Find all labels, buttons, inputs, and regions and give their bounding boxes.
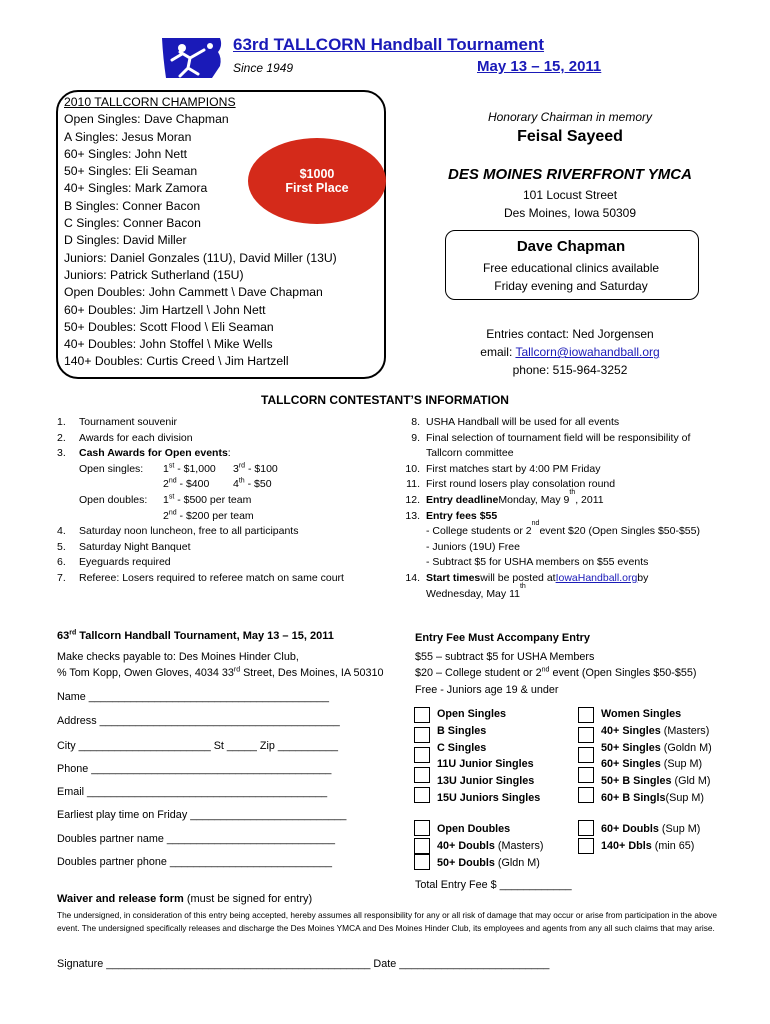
champions-list: [64, 94, 337, 371]
list-item: - Subtract $5 for USHA members on $55 events: [426, 556, 649, 569]
list-item: Tallcorn committee: [426, 447, 514, 460]
list-item: 14. Start times will be posted at IowaHandball.org by: [394, 571, 700, 587]
entry-fee-title: Entry Fee Must Accompany Entry: [415, 632, 591, 644]
event-label: Women Singles: [601, 708, 682, 720]
contact-email-line: [440, 345, 700, 359]
champion-line: Open Singles: Dave Chapman: [64, 112, 229, 127]
info-list-right: [394, 415, 700, 602]
list-item: 4. Saturday noon luncheon, free to all participants: [57, 525, 299, 538]
champion-line: 60+ Singles: John Nett: [64, 146, 187, 161]
event-label: 40+ Singles (Masters): [601, 724, 710, 737]
champion-line: A Singles: Jesus Moran: [64, 129, 192, 144]
event-label: 40+ Doubls (Masters): [437, 839, 544, 852]
event-label: 60+ Doubls (Sup M): [601, 823, 701, 835]
c-singles-checkbox[interactable]: [414, 747, 430, 763]
email-link[interactable]: Tallcorn@iowahandball.org: [515, 345, 660, 359]
partner-phone-field[interactable]: Doubles partner phone ___________________________: [57, 856, 332, 868]
open-singles-prizes: 2nd - $400 4th - $50: [163, 477, 272, 491]
event-label: 50+ Doubls (Gldn M): [437, 856, 540, 869]
list-item: 12. Entry deadline Monday, May 9 th , 2011: [405, 488, 604, 506]
checks-payable: Make checks payable to: Des Moines Hinder Club,: [57, 651, 299, 663]
fee-line: Free - Juniors age 19 & under: [415, 684, 559, 696]
list-item: 10. First matches start by 4:00 PM Friday: [405, 462, 601, 475]
open-doubles-checkbox[interactable]: [414, 820, 430, 836]
60-doubles-checkbox[interactable]: [578, 820, 594, 836]
champion-line: Juniors: Patrick Sutherland (15U): [64, 267, 244, 282]
list-item: 3. Cash Awards for Open events :: [57, 447, 231, 460]
venue-name: DES MOINES RIVERFRONT YMCA: [448, 166, 692, 183]
clinic-instructor: Dave Chapman: [516, 238, 626, 255]
list-item: Wednesday, May 11 th: [426, 582, 526, 600]
website-link[interactable]: IowaHandball.org: [555, 571, 638, 584]
prize-amount: $1000: [299, 167, 335, 181]
honoree-name: Feisal Sayeed: [517, 128, 623, 145]
honorary-label: Honorary Chairman in memory: [487, 110, 653, 124]
list-item: 7. Referee: Losers required to referee match on same court: [57, 571, 344, 584]
info-heading: TALLCORN CONTESTANT’S INFORMATION: [261, 393, 509, 407]
since-year: Since 1949: [233, 61, 294, 75]
mailing-address: % Tom Kopp, Owen Gloves, 4034 33rd Street, Des Moines, IA 50310: [57, 666, 384, 679]
list-item: 8. USHA Handball will be used for all events: [411, 416, 620, 428]
fee-line: $20 – College student or 2nd event (Open Singles $50-$55): [415, 666, 697, 679]
prize-label: First Place: [285, 181, 349, 195]
waiver-text: The undersigned, in consideration of this entry being accepted, hereby assumes all responsibility for any or all risk of damage that may occur or arise from participation in the above event. The undersigned specifically releases and discharge the Des Moines YMCA and Des Moines Hinder Club, its employees and agents from any all such claims that may arise.: [57, 910, 717, 933]
50-b-singles-checkbox[interactable]: [578, 787, 594, 803]
email-label: email:: [480, 345, 516, 359]
champion-line: 50+ Doubles: Scott Flood \ Eli Seaman: [64, 319, 274, 334]
fee-line: $55 – subtract $5 for USHA Members: [415, 651, 595, 663]
40-doubles-checkbox[interactable]: [414, 838, 430, 854]
140-doubles-checkbox[interactable]: [578, 838, 594, 854]
list-item: 1. Tournament souvenir: [57, 416, 178, 428]
event-label: 60+ Singles (Sup M): [601, 758, 703, 771]
first-place-prize-badge: [248, 138, 386, 224]
venue-street: 101 Locust Street: [522, 188, 618, 202]
champion-line: Open Doubles: John Cammett \ Dave Chapman: [64, 285, 323, 300]
total-fee-field[interactable]: Total Entry Fee $ ____________: [415, 879, 572, 891]
event-label: 50+ B Singles (Gld M): [601, 775, 711, 788]
entry-form-title: 63rd Tallcorn Handball Tournament, May 13 – 15, 2011: [57, 629, 334, 642]
champion-line: 40+ Singles: Mark Zamora: [64, 181, 208, 196]
champion-line: C Singles: Conner Bacon: [64, 216, 201, 231]
event-label: 60+ B Singls(Sup M): [601, 791, 704, 804]
champion-line: 50+ Singles: Eli Seaman: [64, 164, 198, 179]
event-label: B Singles: [437, 724, 487, 737]
info-list-left: [57, 415, 344, 587]
singles-events-a: [437, 706, 540, 807]
entries-contact: Entries contact: Ned Jorgensen: [486, 327, 654, 341]
clinic-line: Friday evening and Saturday: [494, 279, 648, 293]
list-item: - Juniors (19U) Free: [426, 540, 520, 553]
iowa-handball-logo: [160, 36, 224, 85]
city-state-zip-field[interactable]: City ______________________ St _____ Zip __________: [57, 740, 338, 752]
50-singles-checkbox[interactable]: [578, 747, 594, 763]
event-label: 50+ Singles (Goldn M): [601, 741, 712, 754]
event-label: 13U Junior Singles: [437, 775, 535, 788]
email-field[interactable]: Email ________________________________________: [57, 786, 328, 798]
champion-line: D Singles: David Miller: [64, 233, 187, 248]
doubles-events-b: [601, 821, 700, 855]
champion-line: 60+ Doubles: Jim Hartzell \ John Nett: [64, 302, 266, 317]
13u-singles-checkbox[interactable]: [414, 787, 430, 803]
champion-line: Juniors: Daniel Gonzales (11U), David Miller (13U): [64, 250, 337, 265]
open-singles-prizes: Open singles: 1st - $1,000 3rd - $100: [79, 462, 278, 475]
event-label: 140+ Dbls (min 65): [601, 839, 695, 852]
play-time-field[interactable]: Earliest play time on Friday __________________________: [57, 809, 347, 821]
list-item: 2. Awards for each division: [57, 431, 193, 444]
contact-phone: phone: 515-964-3252: [512, 363, 628, 377]
champion-line: 140+ Doubles: Curtis Creed \ Jim Hartzell: [64, 354, 289, 369]
event-label: C Singles: [437, 741, 487, 754]
tournament-title: 63rd TALLCORN Handball Tournament: [233, 35, 545, 54]
name-field[interactable]: Name ________________________________________: [57, 691, 329, 703]
40-singles-checkbox[interactable]: [578, 727, 594, 743]
open-singles-checkbox[interactable]: [414, 707, 430, 723]
venue-city: Des Moines, Iowa 50309: [503, 206, 637, 220]
women-singles-checkbox[interactable]: [578, 707, 594, 723]
champion-line: 40+ Doubles: John Stoffel \ Mike Wells: [64, 337, 273, 352]
b-singles-checkbox[interactable]: [414, 727, 430, 743]
event-label: Open Singles: [437, 708, 506, 720]
11u-singles-checkbox[interactable]: [414, 767, 430, 783]
waiver-title: Waiver and release form (must be signed for entry): [57, 893, 313, 905]
open-doubles-prizes: Open doubles: 1st - $500 per team: [79, 493, 252, 506]
list-item: 5. Saturday Night Banquet: [57, 540, 191, 553]
50-doubles-checkbox[interactable]: [414, 854, 430, 870]
doubles-events-a: [437, 821, 544, 871]
tournament-dates: May 13 – 15, 2011: [477, 58, 602, 75]
address-field[interactable]: Address ________________________________________: [57, 715, 340, 727]
partner-name-field[interactable]: Doubles partner name ____________________________: [57, 833, 335, 845]
phone-field[interactable]: Phone ________________________________________: [57, 763, 332, 775]
event-label: Open Doubles: [437, 823, 511, 835]
list-item: 6. Eyeguards required: [57, 556, 171, 569]
event-label: 15U Juniors Singles: [437, 791, 541, 804]
champions-heading: 2010 TALLCORN CHAMPIONS: [64, 95, 236, 109]
list-item: 13. Entry fees $55: [405, 509, 498, 522]
list-item: 9. Final selection of tournament field will be responsibility of: [411, 431, 691, 444]
singles-events-b: [601, 706, 712, 807]
list-item: - College students or 2 nd event $20 (Open Singles $50-$55): [426, 520, 700, 538]
signature-date-field[interactable]: Signature ____________________________________________ Date _________________________: [57, 958, 550, 970]
list-item: 11. First round losers play consolation round: [406, 478, 616, 491]
champion-line: B Singles: Conner Bacon: [64, 198, 201, 213]
event-label: 11U Junior Singles: [437, 758, 534, 771]
60-singles-checkbox[interactable]: [578, 767, 594, 783]
open-doubles-prizes: 2nd - $200 per team: [163, 509, 254, 522]
clinic-line: Free educational clinics available: [482, 261, 660, 275]
